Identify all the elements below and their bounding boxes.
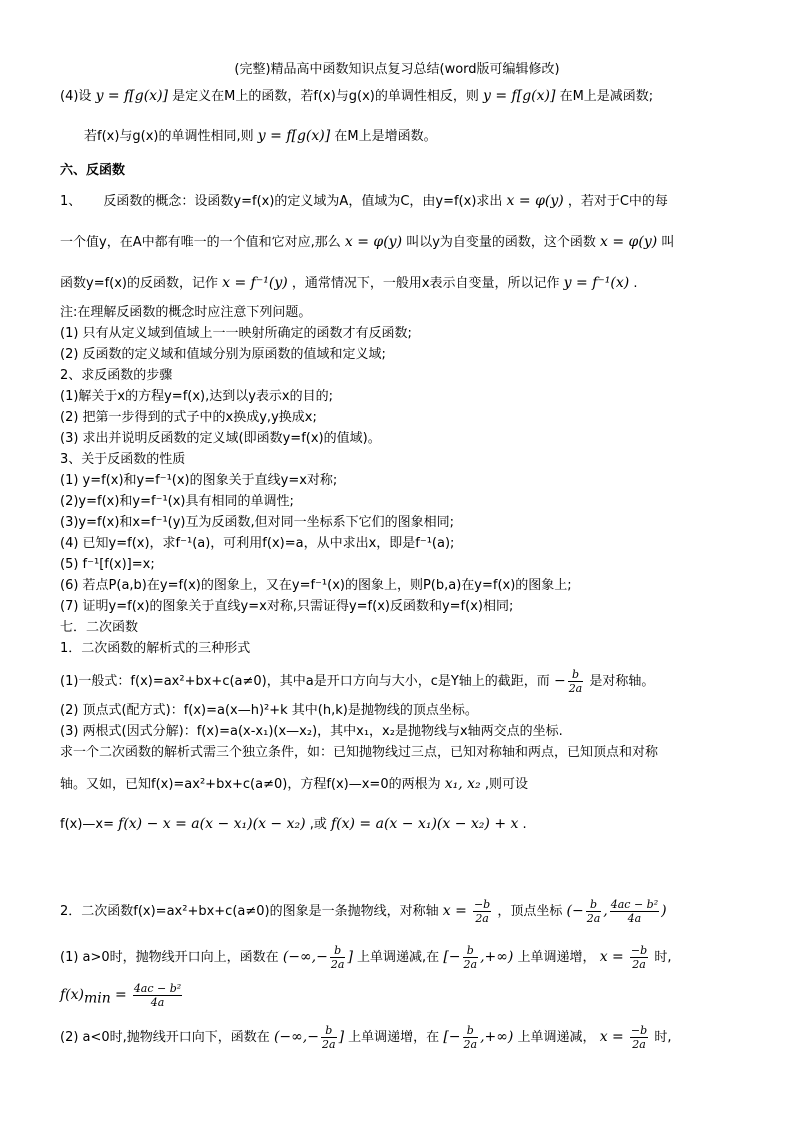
a-positive-line (60, 944, 671, 971)
text-line: (2) 反函数的定义域和值域分别为原函数的值域和定义域; (60, 347, 386, 362)
numerator: −b (473, 898, 491, 911)
text: 是定义在M上的函数，若f(x)与g(x)的单调性相反，则 (172, 89, 479, 104)
text: (4)设 (60, 89, 92, 104)
page-header: (完整)精品高中函数知识点复习总结(word版可编辑修改) (234, 62, 560, 77)
section-7-heading: 七．二次函数 (60, 620, 139, 635)
text: (2) a<0时,抛物线开口向下，函数在 (60, 1030, 270, 1045)
formula: f(x) = a(x − x₁)(x − x₂) + x (330, 816, 519, 832)
formula: x = (599, 949, 624, 965)
text-line: (1) y=f(x)和y=f⁻¹(x)的图象关于直线y=x对称; (60, 473, 338, 488)
formula: x₁, x₂ (444, 776, 481, 792)
numerator: b (568, 668, 584, 682)
numerator: b (463, 1024, 479, 1038)
formula: ,+∞) (480, 949, 514, 965)
formula: x = f⁻¹(y) (222, 275, 288, 291)
text: 上单调递减， (517, 1030, 596, 1045)
fraction (630, 1024, 648, 1051)
fraction (630, 944, 648, 971)
inverse-def-line3 (60, 275, 638, 292)
text: 叫以y为自变量的函数，这个函数 (406, 235, 596, 250)
denominator: 4a (150, 996, 165, 1009)
section-6-heading: 六、反函数 (60, 163, 126, 178)
formula: x = (599, 1029, 624, 1045)
item-number: 1、 (60, 194, 82, 209)
formula-line (60, 816, 527, 833)
vertex-form-line: (2) 顶点式(配方式)：f(x)=a(x—h)²+k 其中(h,k)是抛物线的顶点坐标。 (60, 703, 478, 718)
numerator: b (330, 944, 346, 958)
quadratic-graph-line (60, 898, 667, 925)
formula: y = f[g(x)] (257, 128, 331, 144)
text: 叫 (661, 235, 675, 250)
fraction (463, 944, 479, 971)
denominator: 2a (322, 1038, 336, 1051)
fraction (610, 898, 659, 925)
text-line: (3) 求出并说明反函数的定义域(即函数y=f(x)的值域)。 (60, 431, 381, 446)
text: 轴。又如，已知f(x)=ax²+bx+c(a≠0)，方程f(x)—x=0的两根为 (60, 777, 441, 792)
formula: ] (338, 1029, 345, 1045)
text-line: (3)y=f(x)和x=f⁻¹(y)互为反函数,但对同一坐标系下它们的图象相同; (60, 515, 454, 530)
text: 反函数的概念：设函数y=f(x)的定义域为A，值域为C，由y=f(x)求出 (103, 194, 503, 209)
formula: f(x) − x = a(x − x₁)(x − x₂) (118, 816, 306, 832)
formula: (−∞,− (282, 949, 328, 965)
text: ，顶点坐标 (497, 904, 563, 919)
general-form-line (60, 668, 654, 695)
text-line: 注:在理解反函数的概念时应注意下列问题。 (60, 305, 312, 320)
denominator: 2a (330, 958, 345, 971)
numerator: −b (630, 1024, 648, 1037)
formula: (−∞,− (273, 1029, 319, 1045)
text: 在M上是增函数。 (334, 129, 437, 144)
formula: , (603, 903, 608, 919)
formula: [− (443, 1029, 461, 1045)
subheading: 2、求反函数的步骤 (60, 368, 173, 383)
text: 上单调递增，在 (348, 1030, 440, 1045)
text: 在M上是减函数; (559, 89, 654, 104)
denominator: 2a (632, 1038, 646, 1051)
formula: ,+∞) (480, 1029, 514, 1045)
text: (1)一般式：f(x)=ax²+bx+c(a≠0)，其中a是开口方向与大小，c是Y轴上的截距，而 (60, 674, 550, 689)
text-line: (1) 只有从定义域到值域上一一映射所确定的函数才有反函数; (60, 326, 412, 341)
denominator: 2a (463, 1038, 478, 1051)
text: ,则可设 (484, 777, 528, 792)
subheading: 3、关于反函数的性质 (60, 452, 186, 467)
text: (1) a>0时，抛物线开口向上，函数在 (60, 950, 279, 965)
subheading: 1．二次函数的解析式的三种形式 (60, 641, 251, 656)
text: 时, (654, 1030, 672, 1045)
item-4-cont (84, 128, 437, 145)
text: . (522, 817, 527, 832)
formula: y = f[g(x)] (483, 88, 556, 104)
text: ，通常情况下，一般用x表示自变量，所以记作 (291, 276, 560, 291)
text-line: (5) f⁻¹[f(x)]=x; (60, 557, 155, 572)
formula: x = φ(y) (344, 234, 403, 250)
fraction (568, 668, 584, 695)
text-line: (7) 证明y=f(x)的图象关于直线y=x对称,只需证得y=f(x)反函数和y=f(x)相同; (60, 599, 514, 614)
denominator: 4a (627, 912, 642, 925)
fraction (330, 944, 346, 971)
text: 函数y=f(x)的反函数，记作 (60, 276, 218, 291)
formula: ] (347, 949, 353, 965)
text-line: (2)y=f(x)和y=f⁻¹(x)具有相同的单调性; (60, 494, 294, 509)
fraction (473, 898, 491, 925)
inverse-def-line2 (60, 234, 674, 251)
text: 时, (654, 950, 672, 965)
fraction (586, 898, 602, 925)
denominator: 2a (475, 912, 489, 925)
formula: (− (566, 903, 584, 919)
denominator: 2a (568, 682, 583, 695)
formula: [− (443, 949, 461, 965)
fraction (463, 1024, 479, 1051)
numerator: b (586, 898, 602, 912)
formula: x = φ(y) (600, 234, 658, 250)
inverse-def-line1 (60, 193, 668, 210)
text: 上单调递增， (517, 950, 596, 965)
numerator: b (463, 944, 479, 958)
text: 一个值y，在A中都有唯一的一个值和它对应,那么 (60, 235, 341, 250)
text: 是对称轴。 (589, 674, 655, 689)
text-line: (4) 已知y=f(x)，求f⁻¹(a)，可利用f(x)=a，从中求出x，即是f⁻¹(a); (60, 536, 455, 551)
numerator: 4ac − b² (610, 898, 659, 911)
text: f(x)—x= (60, 817, 114, 832)
root-form-line: (3) 两根式(因式分解)：f(x)=a(x-x₁)(x—x₂)，其中x₁，x₂是抛物线与x轴两交点的坐标. (60, 724, 563, 739)
text: ,或 (309, 817, 327, 832)
denominator: 2a (632, 958, 646, 971)
text: 若f(x)与g(x)的单调性相同,则 (84, 129, 254, 144)
min-value-line (60, 982, 184, 1009)
formula: ) (661, 903, 667, 919)
formula: f(x) (60, 987, 85, 1003)
text-line: (2) 把第一步得到的式子中的x换成y,y换成x; (60, 410, 317, 425)
item-4-line (60, 88, 653, 105)
denominator: 2a (463, 958, 478, 971)
fraction (321, 1024, 337, 1051)
text: 2．二次函数f(x)=ax²+bx+c(a≠0)的图象是一条抛物线，对称轴 (60, 904, 439, 919)
minus-sign: − (553, 673, 566, 689)
text: . (633, 276, 638, 291)
formula: x = (442, 903, 467, 919)
text: 上单调递减,在 (357, 950, 440, 965)
numerator: b (321, 1024, 337, 1038)
numerator: 4ac − b² (133, 982, 182, 995)
a-negative-line (60, 1024, 671, 1051)
formula: y = f[g(x)] (95, 88, 168, 104)
formula: y = f⁻¹(x) (563, 275, 630, 291)
formula: = (114, 987, 127, 1003)
denominator: 2a (586, 912, 601, 925)
formula: x = φ(y) (506, 193, 564, 209)
numerator: −b (630, 944, 648, 957)
text-line: 求一个二次函数的解析式需三个独立条件，如：已知抛物线过三点，已知对称轴和两点，已知顶点和对称 (60, 745, 659, 760)
text-line: (6) 若点P(a,b)在y=f(x)的图象上，又在y=f⁻¹(x)的图象上，则P(b,a)在y=f(x)的图象上; (60, 578, 572, 593)
fraction (133, 982, 182, 1009)
text: ，若对于C中的每 (567, 194, 668, 209)
subscript: min (84, 990, 111, 1007)
text-line: (1)解关于x的方程y=f(x),达到以y表示x的目的; (60, 389, 334, 404)
text-line (60, 776, 528, 793)
